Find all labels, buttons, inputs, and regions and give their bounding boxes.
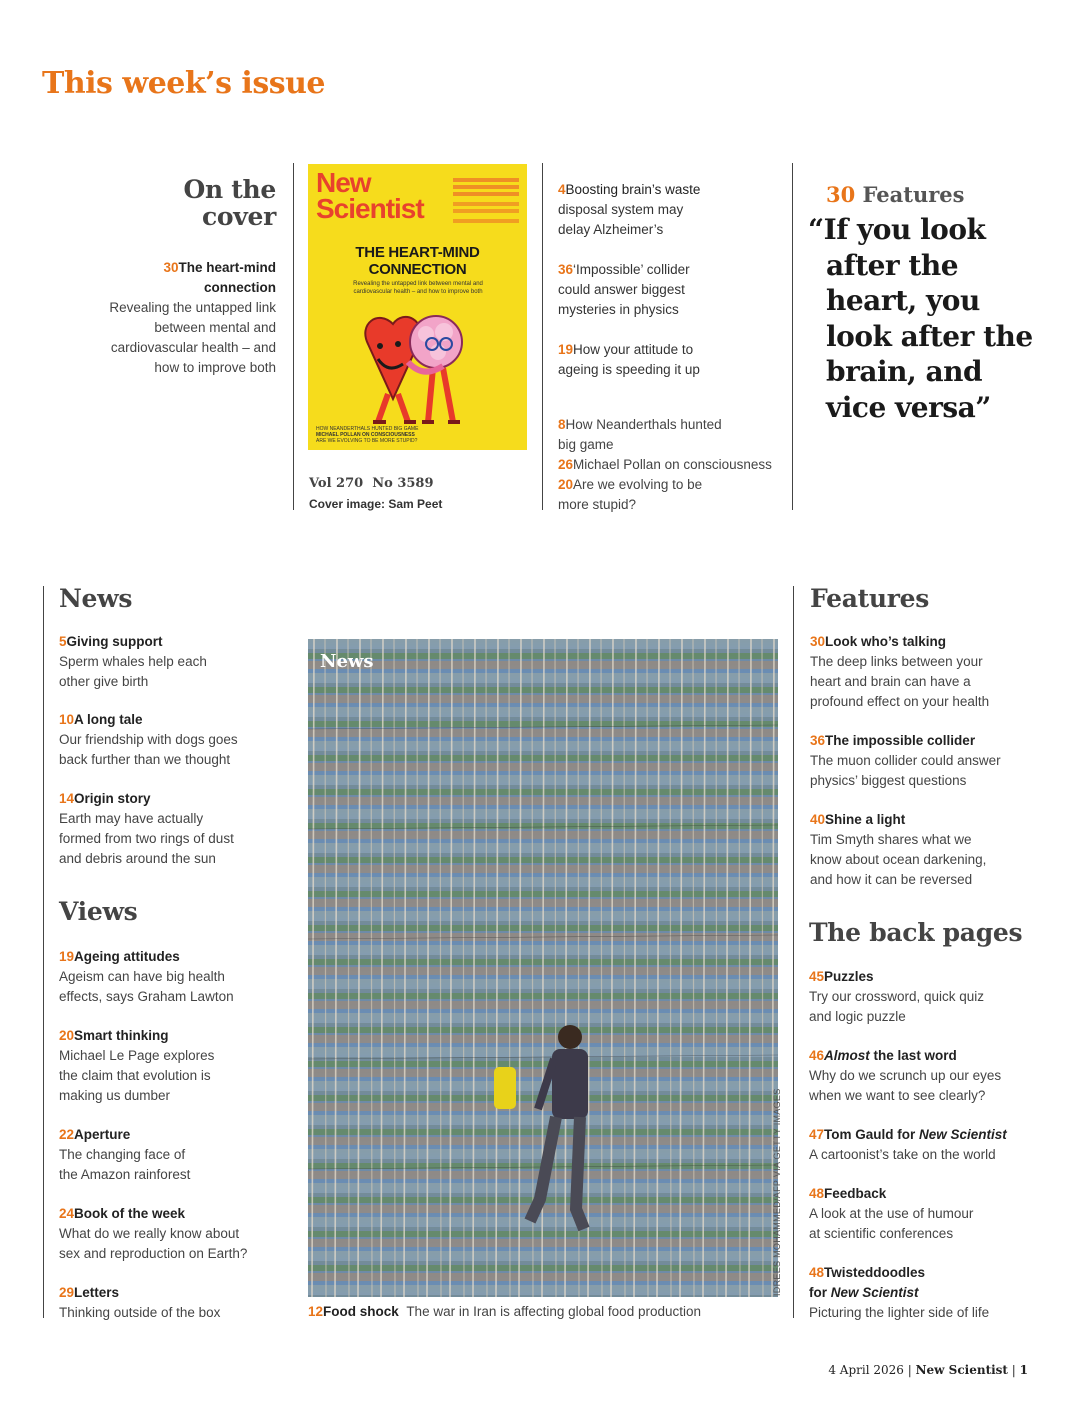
divider — [793, 586, 794, 1318]
field-photo-illustration — [308, 639, 778, 1297]
cover-subline: Revealing the untapped link between mental and cardiovascular health – and how to improve both — [353, 281, 483, 295]
list-item[interactable]: 20Smart thinking Michael Le Page explores the claim that evolution is making us dumber — [59, 1028, 215, 1103]
divider — [542, 163, 543, 510]
volume-number: Vol 270 No 3589 — [309, 476, 434, 491]
on-the-cover-heading: On the cover — [183, 175, 276, 231]
back-pages-heading: The back pages — [809, 918, 1023, 947]
list-item[interactable]: 40Shine a light Tim Smyth shares what we know about ocean darkening, and how it can be reversed — [810, 812, 987, 887]
cover-lead-story[interactable]: 30The heart-mind connection Revealing the untapped link between mental and cardiovascular health – and how to improve both — [109, 260, 276, 375]
back-pages-list — [809, 967, 1049, 1323]
cover-list — [558, 180, 778, 380]
heart-brain-illustration — [348, 304, 488, 424]
photo-caption[interactable]: 12Food shock The war in Iran is affecting global food production — [308, 1304, 701, 1319]
list-item[interactable]: 19How your attitude to ageing is speeding it up — [558, 342, 700, 377]
cover-logo: New Scientist — [316, 167, 424, 224]
cover-image[interactable] — [308, 164, 527, 450]
views-heading: Views — [59, 897, 138, 926]
page-footer: 4 April 2026 | New Scientist | 1 — [828, 1363, 1028, 1377]
list-item[interactable]: 48Twisteddoodles for New Scientist Picturing the lighter side of life — [809, 1265, 990, 1320]
divider — [293, 163, 294, 510]
list-item[interactable]: 8How Neanderthals hunted — [558, 417, 722, 432]
features-list — [810, 632, 1040, 890]
cover-minor-list: 8How Neanderthals hunted big game 26Michael Pollan on consciousness 20Are we evolving to be more stupid? — [558, 415, 788, 515]
photo-credit: IDREES MOHAMMED/AFP VIA GETTY IMAGES — [772, 1088, 782, 1296]
list-item[interactable]: 36The impossible collider The muon collider could answer physics’ biggest questions — [810, 733, 1001, 788]
features-heading: Features — [810, 584, 929, 613]
list-item[interactable]: 45Puzzles Try our crossword, quick quiz and logic puzzle — [809, 969, 985, 1024]
list-item[interactable]: 29Letters Thinking outside of the box — [59, 1285, 221, 1320]
cover-footer-text: HOW NEANDERTHALS HUNTED BIG GAME MICHAEL POLLAN ON CONSCIOUSNESS ARE WE EVOLVING TO BE MORE STUPID? — [316, 426, 419, 444]
views-list — [59, 947, 284, 1323]
news-photo[interactable] — [308, 639, 778, 1297]
list-item[interactable]: 47Tom Gauld for New Scientist A cartoonist’s take on the world — [809, 1127, 1007, 1162]
feature-quote: “If you look after the heart, you look after the brain, and vice versa” — [808, 213, 1033, 424]
list-item[interactable]: 5Giving support Sperm whales help each other give birth — [59, 634, 207, 689]
news-list — [59, 632, 284, 869]
list-item[interactable]: 20Are we evolving to be — [558, 477, 703, 492]
list-item[interactable]: 19Ageing attitudes Ageism can have big health effects, says Graham Lawton — [59, 949, 234, 1004]
list-item[interactable]: 36‘Impossible’ collider could answer biggest mysteries in physics — [558, 262, 690, 317]
cover-image-credit: Cover image: Sam Peet — [309, 497, 443, 511]
list-item[interactable]: 10A long tale Our friendship with dogs goes back further than we thought — [59, 712, 238, 767]
list-item[interactable]: 48Feedback A look at the use of humour at scientific conferences — [809, 1186, 974, 1241]
news-heading: News — [59, 584, 133, 613]
photo-section-tag: News — [320, 651, 374, 672]
list-item[interactable]: 4Boosting brain’s waste disposal system may delay Alzheimer’s — [558, 182, 701, 237]
list-item[interactable]: 14Origin story Earth may have actually formed from two rings of dust and debris around the sun — [59, 791, 234, 866]
list-item[interactable]: 24Book of the week What do we really know about sex and reproduction on Earth? — [59, 1206, 248, 1261]
list-item[interactable]: 46Almost the last word Why do we scrunch up our eyes when we want to see clearly? — [809, 1048, 1002, 1103]
divider — [43, 586, 44, 1318]
list-item[interactable]: 30Look who’s talking The deep links between your heart and brain can have a profound effect on your health — [810, 634, 990, 709]
list-item[interactable]: 22Aperture The changing face of the Amazon rainforest — [59, 1127, 191, 1182]
divider — [792, 163, 793, 510]
feature-quote-label[interactable]: 30 Features — [826, 182, 965, 207]
cover-side-text — [453, 178, 519, 226]
list-item[interactable]: 26Michael Pollan on consciousness — [558, 457, 772, 472]
cover-headline: THE HEART-MIND CONNECTION — [355, 244, 480, 278]
page-title: This week’s issue — [42, 66, 326, 101]
